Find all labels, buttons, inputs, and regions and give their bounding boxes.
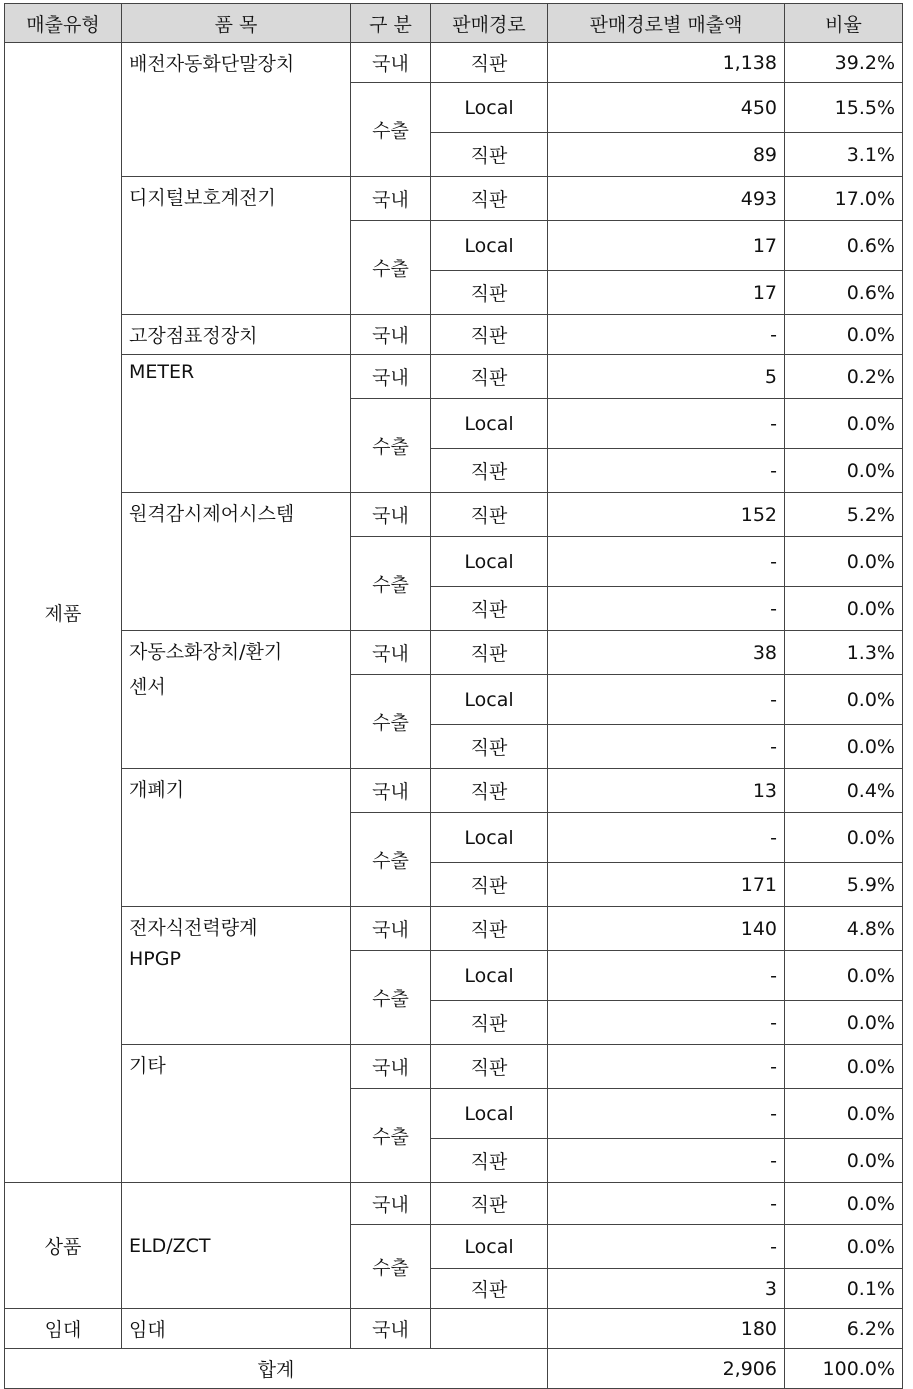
channel-cell: Local bbox=[431, 1225, 548, 1269]
channel-cell: 직판 bbox=[431, 725, 548, 769]
channel-cell: Local bbox=[431, 537, 548, 587]
division-cell: 국내 bbox=[351, 1309, 431, 1349]
ratio-cell: 5.2% bbox=[785, 493, 903, 537]
channel-cell: 직판 bbox=[431, 1045, 548, 1089]
ratio-cell: 0.0% bbox=[785, 449, 903, 493]
amount-cell: - bbox=[548, 951, 785, 1001]
header-sales-type: 매출유형 bbox=[5, 4, 122, 43]
amount-cell: 171 bbox=[548, 863, 785, 907]
amount-cell: - bbox=[548, 315, 785, 355]
ratio-cell: 0.0% bbox=[785, 951, 903, 1001]
channel-cell: 직판 bbox=[431, 1139, 548, 1183]
total-row bbox=[5, 1349, 903, 1389]
item-name: 개폐기 bbox=[129, 779, 185, 801]
table-row bbox=[5, 631, 903, 675]
amount-cell: 1,138 bbox=[548, 43, 785, 83]
division-cell: 국내 bbox=[351, 493, 431, 537]
ratio-cell: 0.0% bbox=[785, 675, 903, 725]
division-cell: 국내 bbox=[351, 355, 431, 399]
header-channel-amount: 판매경로별 매출액 bbox=[548, 4, 785, 43]
total-amount: 2,906 bbox=[548, 1349, 785, 1389]
item-cell bbox=[122, 631, 351, 769]
division-cell: 국내 bbox=[351, 907, 431, 951]
sales-type-cell: 제품 bbox=[5, 43, 122, 1183]
item-name: 원격감시제어시스템 bbox=[129, 503, 295, 525]
channel-cell: Local bbox=[431, 399, 548, 449]
ratio-cell: 15.5% bbox=[785, 83, 903, 133]
table-row bbox=[5, 177, 903, 221]
amount-cell: 450 bbox=[548, 83, 785, 133]
division-cell: 국내 bbox=[351, 1045, 431, 1089]
item-name-line2: 센서 bbox=[129, 676, 166, 698]
ratio-cell: 6.2% bbox=[785, 1309, 903, 1349]
channel-cell: 직판 bbox=[431, 769, 548, 813]
ratio-cell: 0.0% bbox=[785, 587, 903, 631]
table-row bbox=[5, 43, 903, 83]
item-cell bbox=[122, 1309, 351, 1349]
channel-cell: 직판 bbox=[431, 631, 548, 675]
ratio-cell: 0.6% bbox=[785, 221, 903, 271]
amount-cell: 152 bbox=[548, 493, 785, 537]
ratio-cell: 0.0% bbox=[785, 1089, 903, 1139]
ratio-cell: 0.0% bbox=[785, 1139, 903, 1183]
table-row bbox=[5, 1045, 903, 1089]
channel-cell: Local bbox=[431, 221, 548, 271]
amount-cell: 17 bbox=[548, 221, 785, 271]
sales-type-cell: 임대 bbox=[5, 1309, 122, 1349]
channel-cell: 직판 bbox=[431, 587, 548, 631]
item-name: 기타 bbox=[129, 1055, 166, 1077]
channel-cell: 직판 bbox=[431, 1001, 548, 1045]
channel-cell: 직판 bbox=[431, 863, 548, 907]
division-cell: 수출 bbox=[351, 951, 431, 1045]
channel-cell: 직판 bbox=[431, 177, 548, 221]
channel-cell: Local bbox=[431, 675, 548, 725]
division-cell: 수출 bbox=[351, 675, 431, 769]
amount-cell: - bbox=[548, 537, 785, 587]
amount-cell: - bbox=[548, 399, 785, 449]
division-cell: 국내 bbox=[351, 315, 431, 355]
division-cell: 국내 bbox=[351, 177, 431, 221]
ratio-cell: 4.8% bbox=[785, 907, 903, 951]
item-cell bbox=[122, 315, 351, 355]
amount-cell: - bbox=[548, 1139, 785, 1183]
ratio-cell: 17.0% bbox=[785, 177, 903, 221]
item-name: 임대 bbox=[129, 1319, 166, 1341]
ratio-cell: 0.0% bbox=[785, 399, 903, 449]
item-name: 전자식전력량계 bbox=[129, 917, 258, 939]
item-cell bbox=[122, 493, 351, 631]
division-cell: 국내 bbox=[351, 631, 431, 675]
channel-cell: Local bbox=[431, 813, 548, 863]
channel-cell: 직판 bbox=[431, 271, 548, 315]
division-cell: 수출 bbox=[351, 83, 431, 177]
channel-cell: Local bbox=[431, 951, 548, 1001]
amount-cell: - bbox=[548, 1045, 785, 1089]
item-name: ELD/ZCT bbox=[129, 1234, 211, 1257]
amount-cell: - bbox=[548, 1089, 785, 1139]
channel-cell: 직판 bbox=[431, 315, 548, 355]
item-cell bbox=[122, 1183, 351, 1309]
channel-cell: 직판 bbox=[431, 907, 548, 951]
amount-cell: 180 bbox=[548, 1309, 785, 1349]
item-cell bbox=[122, 355, 351, 493]
channel-cell bbox=[431, 1309, 548, 1349]
amount-cell: - bbox=[548, 675, 785, 725]
division-cell: 국내 bbox=[351, 1183, 431, 1225]
table-row bbox=[5, 1183, 903, 1225]
table-row bbox=[5, 355, 903, 399]
channel-cell: Local bbox=[431, 1089, 548, 1139]
header-division: 구 분 bbox=[351, 4, 431, 43]
amount-cell: - bbox=[548, 813, 785, 863]
amount-cell: 38 bbox=[548, 631, 785, 675]
item-name: 배전자동화단말장치 bbox=[129, 53, 295, 75]
header-channel: 판매경로 bbox=[431, 4, 548, 43]
ratio-cell: 0.0% bbox=[785, 1045, 903, 1089]
ratio-cell: 0.0% bbox=[785, 813, 903, 863]
amount-cell: - bbox=[548, 1183, 785, 1225]
channel-cell: 직판 bbox=[431, 355, 548, 399]
table-row bbox=[5, 493, 903, 537]
ratio-cell: 0.0% bbox=[785, 537, 903, 587]
amount-cell: - bbox=[548, 725, 785, 769]
item-cell bbox=[122, 907, 351, 1045]
ratio-cell: 0.0% bbox=[785, 725, 903, 769]
sales-by-channel-table bbox=[4, 3, 903, 1389]
channel-cell: Local bbox=[431, 83, 548, 133]
item-name: METER bbox=[129, 361, 195, 383]
item-name-line2: HPGP bbox=[129, 948, 181, 970]
amount-cell: 5 bbox=[548, 355, 785, 399]
division-cell: 수출 bbox=[351, 537, 431, 631]
amount-cell: 13 bbox=[548, 769, 785, 813]
amount-cell: - bbox=[548, 1225, 785, 1269]
ratio-cell: 0.0% bbox=[785, 1001, 903, 1045]
item-cell bbox=[122, 177, 351, 315]
amount-cell: 140 bbox=[548, 907, 785, 951]
table-row bbox=[5, 769, 903, 813]
division-cell: 국내 bbox=[351, 769, 431, 813]
channel-cell: 직판 bbox=[431, 43, 548, 83]
division-cell: 국내 bbox=[351, 43, 431, 83]
channel-cell: 직판 bbox=[431, 493, 548, 537]
channel-cell: 직판 bbox=[431, 449, 548, 493]
header-ratio: 비율 bbox=[785, 4, 903, 43]
ratio-cell: 0.0% bbox=[785, 1183, 903, 1225]
table-row bbox=[5, 907, 903, 951]
division-cell: 수출 bbox=[351, 1089, 431, 1183]
item-name: 디지털보호계전기 bbox=[129, 187, 276, 209]
channel-cell: 직판 bbox=[431, 1269, 548, 1309]
ratio-cell: 0.4% bbox=[785, 769, 903, 813]
item-cell bbox=[122, 1045, 351, 1183]
item-name: 고장점표정장치 bbox=[129, 325, 258, 347]
channel-cell: 직판 bbox=[431, 1183, 548, 1225]
ratio-cell: 0.2% bbox=[785, 355, 903, 399]
item-cell bbox=[122, 43, 351, 177]
amount-cell: - bbox=[548, 1001, 785, 1045]
ratio-cell: 39.2% bbox=[785, 43, 903, 83]
division-cell: 수출 bbox=[351, 221, 431, 315]
ratio-cell: 0.6% bbox=[785, 271, 903, 315]
ratio-cell: 0.0% bbox=[785, 315, 903, 355]
amount-cell: - bbox=[548, 587, 785, 631]
header-item: 품 목 bbox=[122, 4, 351, 43]
ratio-cell: 5.9% bbox=[785, 863, 903, 907]
item-name: 자동소화장치/환기 bbox=[129, 641, 283, 663]
table-row bbox=[5, 1309, 903, 1349]
amount-cell: 493 bbox=[548, 177, 785, 221]
item-cell bbox=[122, 769, 351, 907]
total-ratio: 100.0% bbox=[785, 1349, 903, 1389]
ratio-cell: 3.1% bbox=[785, 133, 903, 177]
amount-cell: 89 bbox=[548, 133, 785, 177]
division-cell: 수출 bbox=[351, 813, 431, 907]
table-row bbox=[5, 315, 903, 355]
amount-cell: - bbox=[548, 449, 785, 493]
channel-cell: 직판 bbox=[431, 133, 548, 177]
header-row bbox=[5, 4, 903, 43]
amount-cell: 17 bbox=[548, 271, 785, 315]
ratio-cell: 0.1% bbox=[785, 1269, 903, 1309]
division-cell: 수출 bbox=[351, 399, 431, 493]
total-label: 합계 bbox=[5, 1349, 548, 1389]
amount-cell: 3 bbox=[548, 1269, 785, 1309]
ratio-cell: 0.0% bbox=[785, 1225, 903, 1269]
sales-type-cell: 상품 bbox=[5, 1183, 122, 1309]
division-cell: 수출 bbox=[351, 1225, 431, 1309]
ratio-cell: 1.3% bbox=[785, 631, 903, 675]
